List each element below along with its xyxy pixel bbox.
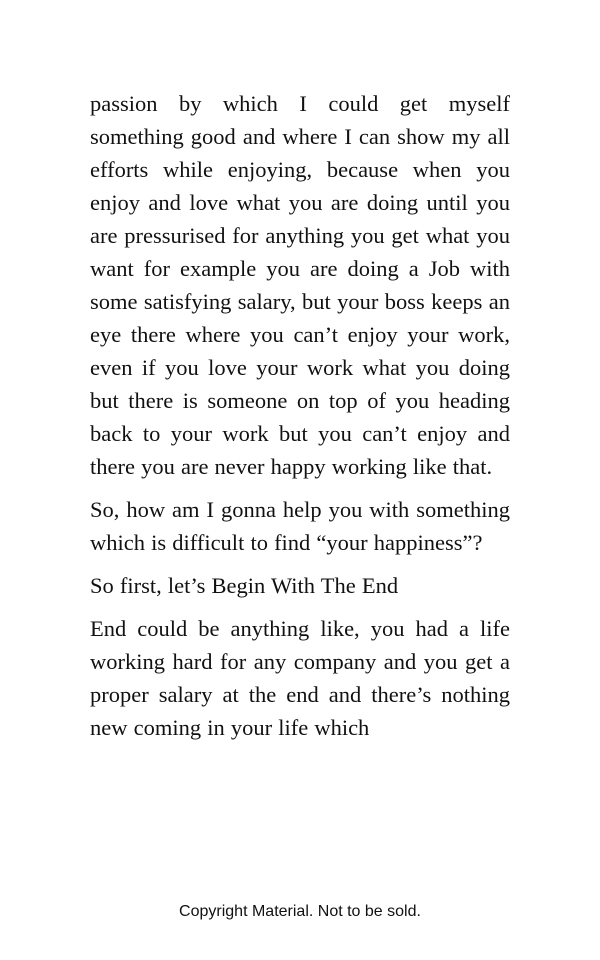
paragraph-1: passion by which I could get myself something good and where I can show my all efforts while enjoying, because when you enjoy and love what you are doing until you are pressurised for anything you get what you want for example you are doing a Job with some satisfying salary, but your boss keeps an eye there where you can’t enjoy your work, even if you love your work what you doing but there is someone on top of you heading back to your work but you can’t enjoy and there you are never happy working like that. xyxy=(90,91,510,479)
paragraph-3: So first, let’s Begin With The End xyxy=(90,573,399,598)
paragraph-4: End could be anything like, you had a life working hard for any company and you get a proper salary at the end and there’s nothing new coming in your life which xyxy=(90,616,510,740)
body-text xyxy=(90,87,510,754)
copyright-footer: Copyright Material. Not to be sold. xyxy=(179,903,421,920)
paragraph-2: So, how am I gonna help you with something which is difficult to find “your happiness”? xyxy=(90,497,510,555)
